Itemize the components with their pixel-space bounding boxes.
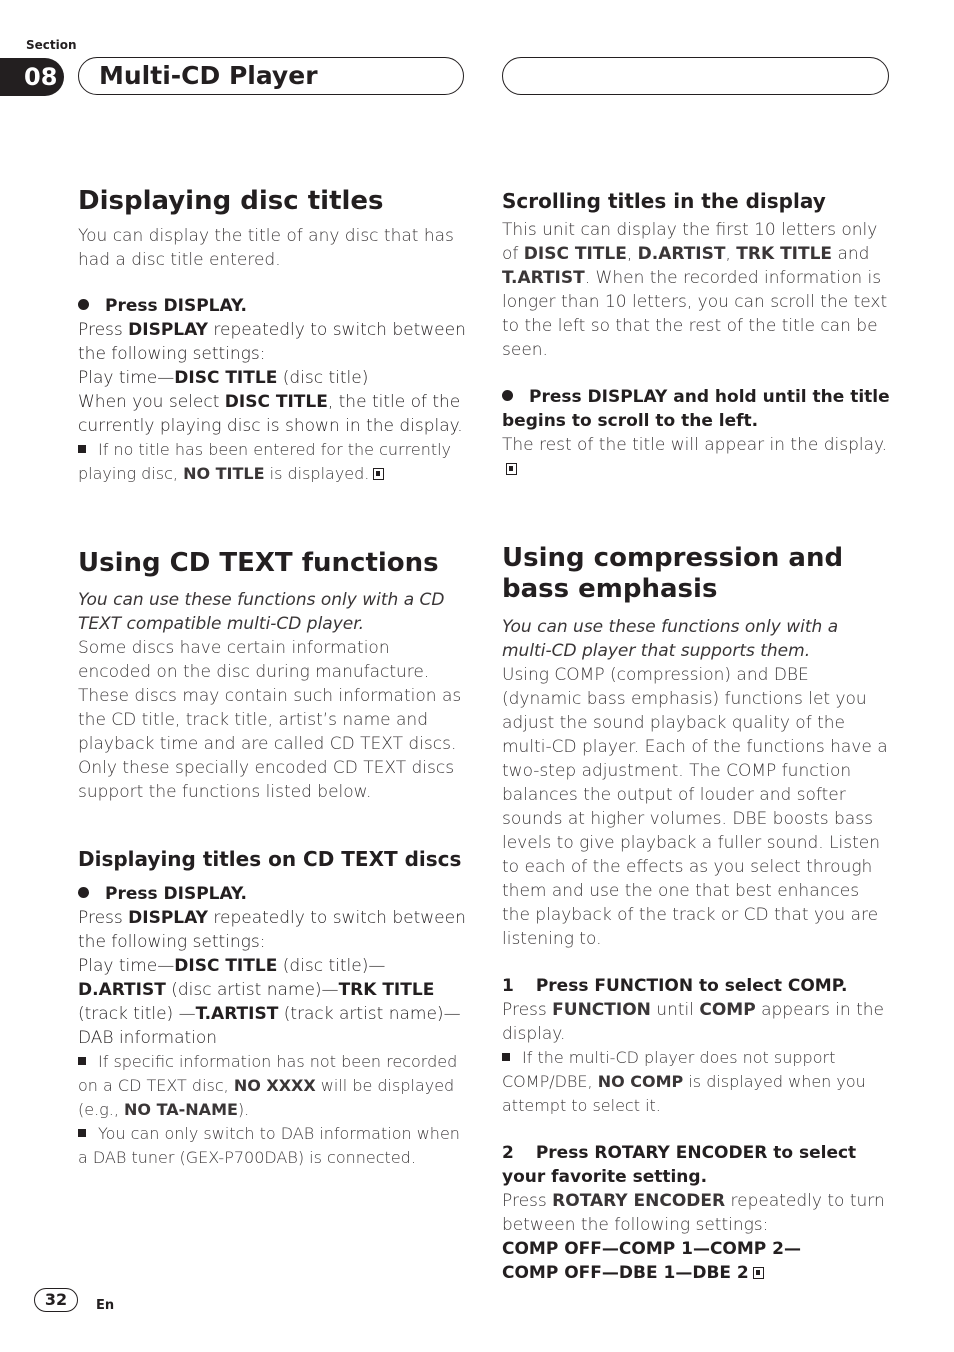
note: If specific information has not been recorded on a CD TEXT disc, NO XXXX will be displayed (e.g., NO TA-NAME). (78, 1052, 458, 1119)
step-press-display-hold: Press DISPLAY and hold until the title begins to scroll to the left. (502, 387, 890, 431)
chapter-title: Multi-CD Player (99, 61, 318, 90)
paragraph: Press DISPLAY repeatedly to switch between the following settings: (78, 908, 466, 952)
note-square-icon (78, 1129, 86, 1137)
step-press-display: Press DISPLAY. (78, 294, 468, 318)
section-cd-text-titles (78, 846, 470, 1170)
end-mark-icon (506, 463, 517, 475)
heading-cd-text-titles: Displaying titles on CD TEXT discs (78, 847, 462, 871)
settings-line-2: COMP OFF—DBE 1—DBE 2 (502, 1261, 892, 1285)
page-number: 32 (34, 1288, 78, 1312)
intro-text: You can display the title of any disc that has had a disc title entered. (78, 226, 454, 270)
paragraph: Some discs have certain information encoded on the disc during manufacture. These discs may contain such information as the CD title, track title, artist’s name and playback time and are called CD TEXT discs. Only these specially encoded CD TEXT discs support the functions listed below. (78, 638, 462, 802)
end-mark-icon (373, 468, 384, 480)
paragraph: Press DISPLAY repeatedly to switch between the following settings: (78, 320, 466, 364)
note: If no title has been entered for the currently playing disc, NO TITLE is displayed. (78, 440, 452, 483)
note: You can only switch to DAB information when a DAB tuner (GEX-P700DAB) is connected. (78, 1124, 460, 1167)
note: If the multi-CD player does not support COMP/DBE, NO COMP is displayed when you attempt to select it. (502, 1048, 866, 1115)
bullet-icon (502, 390, 513, 401)
section-cd-text-functions (78, 548, 468, 804)
bullet-icon (78, 887, 89, 898)
settings-line-1: COMP OFF—COMP 1—COMP 2— (502, 1239, 802, 1259)
section-number-badge: 08 (0, 58, 64, 96)
section-displaying-disc-titles (78, 186, 468, 486)
note-square-icon (78, 1057, 86, 1065)
chapter-title-box (78, 57, 464, 95)
intro-italic: You can use these functions only with a CD TEXT compatible multi-CD player. (78, 590, 445, 634)
section-compression-bass (502, 543, 892, 1285)
paragraph: Using COMP (compression) and DBE (dynamic bass emphasis) functions let you adjust the sound playback quality of the multi-CD player. Each of the functions have a two-step adjustment. The COMP function balances the output of louder and softer sounds at higher volumes. DBE boosts bass levels to give playback a fuller sound. Listen to each of the effects as you select through them and use the one that best enhances the playback of the track or CD that you are listening to. (502, 665, 888, 949)
step-2: 2 Press ROTARY ENCODER to select your favorite setting. (502, 1143, 857, 1187)
intro-italic: You can use these functions only with a multi-CD player that supports them. (502, 617, 839, 661)
heading-scrolling-titles: Scrolling titles in the display (502, 189, 826, 213)
paragraph: This unit can display the first 10 letters only of DISC TITLE, D.ARTIST, TRK TITLE and T.ARTIST. When the recorded information is longer than 10 letters, you can scroll the text to the left so that the rest of the title can be seen. (502, 220, 888, 360)
step-press-display: Press DISPLAY. (78, 882, 470, 906)
note-square-icon (78, 445, 86, 453)
language-label: En (96, 1298, 115, 1313)
section-label: Section (26, 38, 77, 52)
heading-compression-bass: Using compression and bass emphasis (502, 543, 844, 604)
paragraph: Press FUNCTION until COMP appears in the display. (502, 1000, 885, 1044)
paragraph: Play time—DISC TITLE (disc title)—D.ARTIST (disc artist name)—TRK TITLE (track title) —T.ARTIST (track artist name)—DAB information (78, 956, 461, 1048)
section-scrolling-titles (502, 188, 890, 481)
chapter-title-box-empty (502, 57, 889, 95)
paragraph: Play time—DISC TITLE (disc title) (78, 368, 369, 388)
paragraph: When you select DISC TITLE, the title of the currently playing disc is shown in the display. (78, 392, 463, 436)
heading-displaying-disc-titles: Displaying disc titles (78, 186, 384, 216)
paragraph: Press ROTARY ENCODER repeatedly to turn between the following settings: (502, 1191, 885, 1235)
paragraph: The rest of the title will appear in the display. (502, 433, 890, 481)
note-square-icon (502, 1053, 510, 1061)
heading-cd-text-functions: Using CD TEXT functions (78, 548, 439, 578)
end-mark-icon (753, 1267, 764, 1279)
bullet-icon (78, 299, 89, 310)
step-1: 1 Press FUNCTION to select COMP. (502, 976, 848, 996)
